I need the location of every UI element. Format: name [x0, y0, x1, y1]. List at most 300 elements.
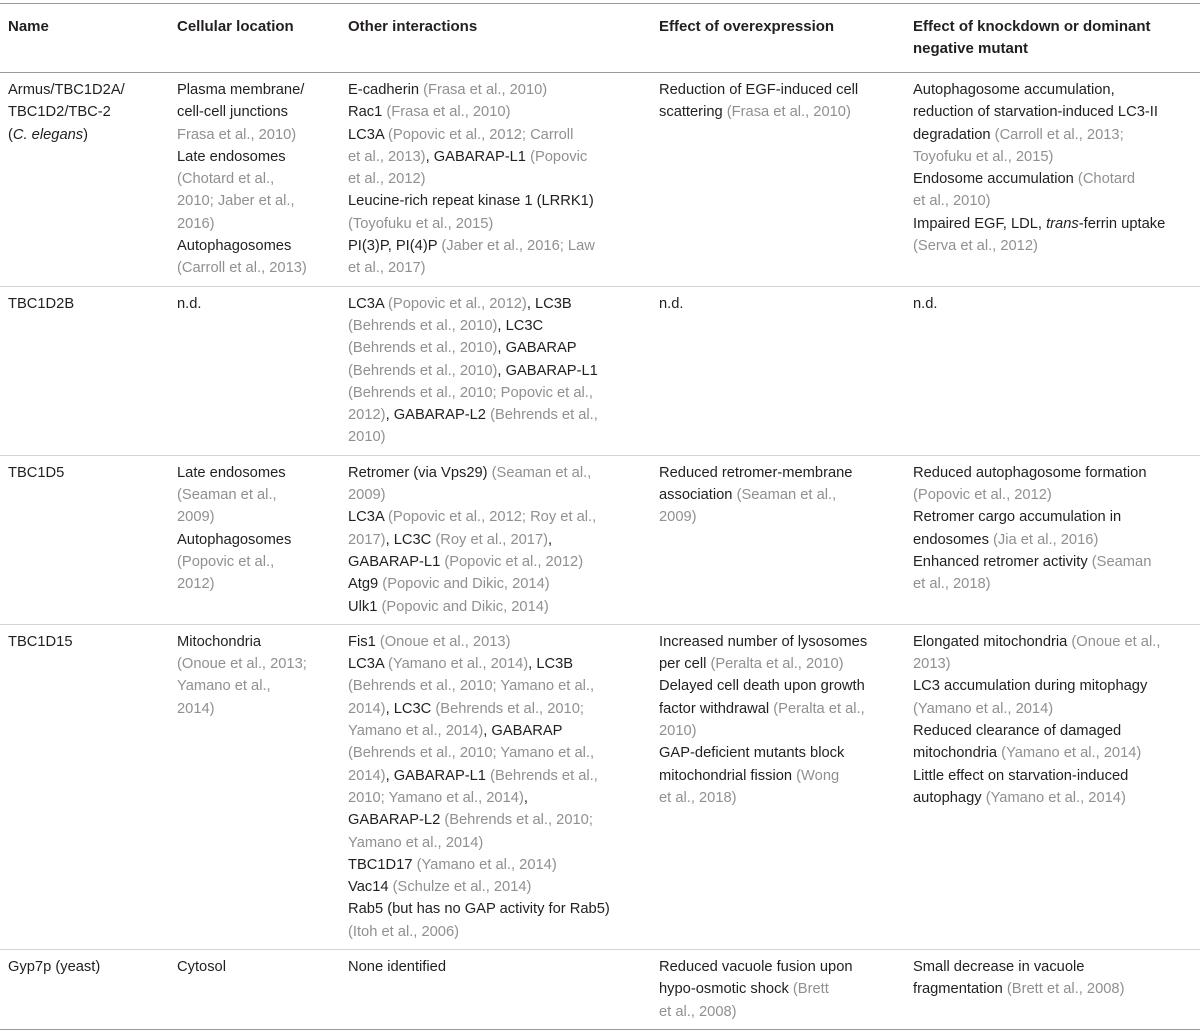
cell-text: Delayed cell death upon growth	[659, 678, 865, 695]
citation-text: et al., 2018)	[659, 789, 737, 806]
cell-text: n.d.	[177, 295, 202, 312]
cell-line	[659, 787, 897, 809]
cell-line	[177, 146, 332, 168]
citation-text: (Brett et al., 2008)	[1006, 981, 1125, 998]
cell-line	[177, 653, 332, 675]
citation-text: (Frasa et al., 2010)	[726, 104, 851, 121]
cell-line	[177, 257, 332, 279]
cell-text: Little effect on starvation-induced	[913, 767, 1129, 784]
citation-text: 2017)	[348, 531, 386, 548]
cell-line	[348, 921, 643, 943]
cell-text: degradation	[913, 126, 995, 143]
cell-line	[348, 404, 643, 426]
citation-text: (Peralta et al.,	[773, 700, 865, 717]
cell-line	[913, 551, 1192, 573]
cell-text: ,	[548, 531, 553, 548]
cell-line	[659, 462, 897, 484]
citation-text: 2016)	[177, 215, 215, 232]
citation-text: (Seaman et al.,	[736, 487, 837, 504]
cell-line	[913, 675, 1192, 697]
cell-text: factor withdrawal	[659, 700, 774, 717]
cell-line	[913, 213, 1192, 235]
cell-line	[177, 698, 332, 720]
knockdown-cell	[905, 455, 1200, 624]
citation-text: (Popovic et al., 2012)	[388, 295, 527, 312]
cell-text: fragmentation	[913, 981, 1007, 998]
cell-text: Reduction of EGF-induced cell	[659, 82, 859, 98]
cell-line	[177, 235, 332, 257]
citation-text: (Onoue et al., 2013;	[177, 656, 307, 673]
cell-text: Plasma membrane/	[177, 82, 305, 98]
other-interactions-cell	[340, 455, 651, 624]
cell-line	[8, 79, 161, 101]
cell-line	[177, 529, 332, 551]
cell-text: n.d.	[659, 295, 684, 312]
cell-text: mitochondria	[913, 745, 1002, 762]
cell-text: LC3A	[348, 295, 389, 312]
other-interactions-cell	[340, 624, 651, 949]
citation-text: et al., 2008)	[659, 1003, 737, 1020]
cell-text: )	[83, 126, 89, 143]
cell-line	[348, 337, 643, 359]
tbc-proteins-table	[0, 3, 1200, 1030]
cell-line	[913, 573, 1192, 595]
cell-line	[177, 573, 332, 595]
cell-line	[348, 653, 643, 675]
cell-text: GAP-deficient mutants block	[659, 745, 845, 762]
cell-text: , GABARAP-L2	[385, 407, 491, 424]
cell-text: mitochondrial fission	[659, 767, 797, 784]
citation-text: Toyofuku et al., 2015)	[913, 148, 1054, 165]
cell-line	[913, 146, 1192, 168]
cell-text: Impaired EGF, LDL,	[913, 215, 1047, 232]
citation-text: (Yamano et al., 2014)	[416, 856, 557, 873]
cellular-location-cell	[169, 455, 340, 624]
cell-text: TBC1D2B	[8, 295, 75, 312]
other-interactions-cell	[340, 949, 651, 1029]
cell-text: , GABARAP	[497, 340, 577, 357]
citation-text: (Popovic et al., 2012; Roy et al.,	[388, 509, 597, 526]
cell-text: , GABARAP-L1	[385, 767, 491, 784]
cell-line	[348, 832, 643, 854]
cell-text: Vac14	[348, 879, 393, 896]
name-cell	[0, 624, 169, 949]
name-cell	[0, 73, 169, 287]
table-header	[0, 4, 1200, 73]
cell-line	[348, 382, 643, 404]
cell-text: Late endosomes	[177, 148, 286, 165]
citation-text: (Popovic and Dikic, 2014)	[381, 598, 549, 615]
citation-text: 2009)	[348, 487, 386, 504]
citation-text: (Popovic et al., 2012)	[913, 487, 1052, 504]
cell-text: Late endosomes	[177, 464, 286, 481]
cell-text: Fis1	[348, 633, 380, 650]
cell-text: Atg9	[348, 576, 383, 593]
citation-text: et al., 2017)	[348, 260, 426, 277]
header-effect-of-knockdown: Effect of knockdown or dominant negative mutant	[905, 4, 1200, 73]
cell-line	[348, 426, 643, 448]
cell-text: LC3A	[348, 509, 389, 526]
cell-line	[659, 698, 897, 720]
cell-text: scattering	[659, 104, 727, 121]
citation-text: (Seaman	[1091, 553, 1152, 570]
knockdown-cell	[905, 624, 1200, 949]
cell-line	[177, 675, 332, 697]
cell-text: GABARAP-L2	[348, 812, 445, 829]
citation-text: (Yamano et al., 2014)	[913, 700, 1054, 717]
citation-text: (Toyofuku et al., 2015)	[348, 215, 494, 232]
citation-text: (Behrends et al., 2010)	[348, 362, 498, 379]
cell-text: E-cadherin	[348, 82, 424, 98]
cell-line	[913, 720, 1192, 742]
cell-line	[348, 698, 643, 720]
cell-text: Rab5 (but has no GAP activity for Rab5)	[348, 901, 610, 918]
cell-line	[348, 787, 643, 809]
cell-text: , LC3C	[385, 531, 436, 548]
cell-text: LC3A	[348, 126, 389, 143]
citation-text: 2014)	[348, 700, 386, 717]
citation-text: et al., 2013)	[348, 148, 426, 165]
other-interactions-cell	[340, 286, 651, 455]
table-row	[0, 624, 1200, 949]
cell-text: Rac1	[348, 104, 387, 121]
cell-line	[913, 978, 1192, 1000]
cell-text: Retromer (via Vps29)	[348, 464, 492, 481]
header-effect-of-overexpression: Effect of overexpression	[651, 4, 905, 73]
cell-text: reduction of starvation-induced LC3-II	[913, 104, 1158, 121]
citation-text: 2010; Yamano et al., 2014)	[348, 789, 524, 806]
citation-text: (Frasa et al., 2010)	[423, 82, 548, 98]
citation-text: (Chotard	[1077, 171, 1136, 188]
cell-line	[913, 956, 1192, 978]
citation-text: 2014)	[348, 767, 386, 784]
cell-line	[177, 101, 332, 123]
cell-line	[348, 190, 643, 212]
table-row	[0, 455, 1200, 624]
citation-text: 2012)	[177, 576, 215, 593]
citation-text: (Wong	[796, 767, 840, 784]
cell-line	[659, 506, 897, 528]
citation-text: (Frasa et al., 2010)	[386, 104, 511, 121]
knockdown-cell	[905, 949, 1200, 1029]
cell-text: Autophagosomes	[177, 238, 292, 255]
citation-text: 2012)	[348, 407, 386, 424]
cell-text: , GABARAP-L1	[425, 148, 531, 165]
cell-line	[913, 190, 1192, 212]
cell-line	[348, 631, 643, 653]
citation-text: (Behrends et al., 2010; Yamano et al.,	[348, 745, 595, 762]
citation-text: 2009)	[177, 509, 215, 526]
header-row	[0, 4, 1200, 73]
overexpression-cell	[651, 949, 905, 1029]
citation-text: (Behrends et al., 2010;	[444, 812, 593, 829]
cell-line	[348, 462, 643, 484]
cell-line	[348, 257, 643, 279]
cell-text: Armus/TBC1D2A/	[8, 82, 125, 98]
citation-text: (Jia et al., 2016)	[993, 531, 1099, 548]
cell-text: Endosome accumulation	[913, 171, 1078, 188]
cell-text: Mitochondria	[177, 633, 262, 650]
cell-line	[177, 956, 332, 978]
citation-text: 2010)	[348, 429, 386, 446]
cell-line	[913, 529, 1192, 551]
citation-text: Frasa et al., 2010)	[177, 126, 297, 143]
cell-text: trans	[1046, 215, 1079, 232]
name-cell	[0, 455, 169, 624]
cell-line	[348, 876, 643, 898]
cell-line	[913, 765, 1192, 787]
cell-text: Autophagosome accumulation,	[913, 82, 1115, 98]
cellular-location-cell	[169, 73, 340, 287]
cell-text: , LC3C	[497, 317, 544, 334]
cell-line	[348, 293, 643, 315]
citation-text: (Behrends et al., 2010; Popovic et al.,	[348, 384, 593, 401]
citation-text: (Behrends et al., 2010; Yamano et al.,	[348, 678, 595, 695]
cell-line	[659, 675, 897, 697]
citation-text: et al., 2018)	[913, 576, 991, 593]
citation-text: (Chotard et al.,	[177, 171, 275, 188]
citation-text: Yamano et al.,	[177, 678, 271, 695]
cell-text: ,	[523, 789, 528, 806]
cell-text: autophagy	[913, 789, 986, 806]
cell-text: Reduced clearance of damaged	[913, 723, 1122, 740]
cell-text: -ferrin uptake	[1078, 215, 1166, 232]
cell-text: TBC1D5	[8, 464, 65, 481]
citation-text: (Seaman et al.,	[177, 487, 277, 504]
cell-text: , LC3C	[385, 700, 436, 717]
table-row	[0, 949, 1200, 1029]
citation-text: (Popovic et al.,	[177, 553, 275, 570]
cell-line	[348, 101, 643, 123]
citation-text: (Yamano et al., 2014)	[985, 789, 1126, 806]
cell-line	[913, 653, 1192, 675]
citation-text: 2014)	[177, 700, 215, 717]
cell-line	[8, 293, 161, 315]
cell-line	[348, 596, 643, 618]
cell-line	[348, 213, 643, 235]
cell-line	[659, 631, 897, 653]
cell-line	[348, 235, 643, 257]
cell-line	[348, 854, 643, 876]
citation-text: (Brett	[792, 981, 829, 998]
cell-line	[348, 484, 643, 506]
citation-text: (Peralta et al., 2010)	[710, 656, 844, 673]
cell-line	[348, 765, 643, 787]
cell-text: (	[8, 126, 13, 143]
cell-line	[659, 79, 897, 101]
header-name: Name	[0, 4, 169, 73]
cell-line	[659, 742, 897, 764]
cell-line	[8, 956, 161, 978]
cell-text: Autophagosomes	[177, 531, 292, 548]
cell-text: endosomes	[913, 531, 994, 548]
cell-line	[348, 315, 643, 337]
cell-line	[348, 79, 643, 101]
citation-text: 2010)	[659, 723, 697, 740]
cell-text: n.d.	[913, 295, 938, 312]
cell-line	[348, 506, 643, 528]
cell-text: PI(3)P, PI(4)P	[348, 238, 442, 255]
cell-line	[348, 529, 643, 551]
cell-text: per cell	[659, 656, 711, 673]
cell-text: Small decrease in vacuole	[913, 958, 1085, 975]
citation-text: (Schulze et al., 2014)	[392, 879, 532, 896]
table-row	[0, 73, 1200, 287]
cell-line	[913, 124, 1192, 146]
cell-line	[348, 720, 643, 742]
cell-text: , LC3B	[528, 656, 574, 673]
cell-text: Gyp7p (yeast)	[8, 958, 101, 975]
citation-text: (Popovic et al., 2012)	[444, 553, 584, 570]
overexpression-cell	[651, 73, 905, 287]
cell-text: Elongated mitochondria	[913, 633, 1072, 650]
cell-line	[177, 124, 332, 146]
cell-line	[348, 168, 643, 190]
cell-line	[348, 956, 643, 978]
cell-line	[659, 978, 897, 1000]
cell-line	[659, 956, 897, 978]
cell-text: Leucine-rich repeat kinase 1 (LRRK1)	[348, 193, 594, 210]
cell-line	[348, 124, 643, 146]
overexpression-cell	[651, 624, 905, 949]
cellular-location-cell	[169, 286, 340, 455]
cell-text: TBC1D2/TBC-2	[8, 104, 111, 121]
cell-line	[177, 168, 332, 190]
cell-line	[348, 573, 643, 595]
citation-text: (Popovic	[530, 148, 588, 165]
citation-text: (Carroll et al., 2013)	[177, 260, 307, 277]
citation-text: (Behrends et al., 2010)	[348, 340, 498, 357]
other-interactions-cell	[340, 73, 651, 287]
cell-line	[913, 506, 1192, 528]
cell-line	[913, 293, 1192, 315]
citation-text: (Itoh et al., 2006)	[348, 923, 460, 940]
cell-line	[913, 462, 1192, 484]
cell-line	[659, 765, 897, 787]
cell-line	[913, 698, 1192, 720]
cell-text: , GABARAP-L1	[497, 362, 598, 379]
citation-text: (Behrends et al., 2010)	[348, 317, 498, 334]
knockdown-cell	[905, 286, 1200, 455]
citation-text: (Serva et al., 2012)	[913, 238, 1038, 255]
cell-line	[913, 101, 1192, 123]
cell-text: Ulk1	[348, 598, 382, 615]
citation-text: (Behrends et al.,	[490, 407, 598, 424]
citation-text: (Onoue et al.,	[1071, 633, 1161, 650]
overexpression-cell	[651, 455, 905, 624]
cell-text: hypo-osmotic shock	[659, 981, 793, 998]
cell-line	[348, 675, 643, 697]
cell-line	[913, 787, 1192, 809]
header-cellular-location: Cellular location	[169, 4, 340, 73]
cell-line	[913, 235, 1192, 257]
cellular-location-cell	[169, 949, 340, 1029]
name-cell	[0, 949, 169, 1029]
cell-text: TBC1D15	[8, 633, 73, 650]
cell-text: , GABARAP	[483, 723, 563, 740]
citation-text: 2010; Jaber et al.,	[177, 193, 295, 210]
cell-line	[8, 462, 161, 484]
cell-line	[348, 809, 643, 831]
table-body	[0, 73, 1200, 1030]
citation-text: 2009)	[659, 509, 697, 526]
citation-text: (Yamano et al., 2014)	[388, 656, 529, 673]
name-cell	[0, 286, 169, 455]
cell-text: LC3 accumulation during mitophagy	[913, 678, 1148, 695]
cell-text: Retromer cargo accumulation in	[913, 509, 1122, 526]
cellular-location-cell	[169, 624, 340, 949]
cell-text: LC3A	[348, 656, 389, 673]
citation-text: Yamano et al., 2014)	[348, 723, 484, 740]
header-other-interactions: Other interactions	[340, 4, 651, 73]
citation-text: (Popovic and Dikic, 2014)	[382, 576, 550, 593]
citation-text: 2013)	[913, 656, 951, 673]
cell-line	[659, 484, 897, 506]
cell-line	[177, 293, 332, 315]
cell-line	[177, 462, 332, 484]
cell-line	[913, 631, 1192, 653]
cell-text: TBC1D17	[348, 856, 417, 873]
cell-line	[177, 484, 332, 506]
cell-line	[348, 742, 643, 764]
citation-text: Yamano et al., 2014)	[348, 834, 484, 851]
citation-text: (Seaman et al.,	[491, 464, 592, 481]
citation-text: (Roy et al., 2017)	[435, 531, 549, 548]
cell-text: Reduced retromer-membrane	[659, 464, 853, 481]
citation-text: (Popovic et al., 2012; Carroll	[388, 126, 574, 143]
cell-text: Enhanced retromer activity	[913, 553, 1092, 570]
citation-text: et al., 2012)	[348, 171, 426, 188]
citation-text: (Onoue et al., 2013)	[379, 633, 511, 650]
citation-text: (Carroll et al., 2013;	[994, 126, 1124, 143]
overexpression-cell	[651, 286, 905, 455]
citation-text: (Behrends et al.,	[490, 767, 598, 784]
cell-line	[348, 898, 643, 920]
cell-line	[8, 631, 161, 653]
cell-line	[348, 146, 643, 168]
cell-line	[913, 79, 1192, 101]
cell-line	[659, 720, 897, 742]
cell-line	[177, 551, 332, 573]
citation-text: et al., 2010)	[913, 193, 991, 210]
cell-text: Cytosol	[177, 958, 226, 975]
cell-text: Reduced vacuole fusion upon	[659, 958, 853, 975]
citation-text: (Yamano et al., 2014)	[1001, 745, 1142, 762]
cell-line	[913, 168, 1192, 190]
cell-line	[177, 213, 332, 235]
cell-line	[177, 190, 332, 212]
knockdown-cell	[905, 73, 1200, 287]
cell-line	[659, 101, 897, 123]
cell-line	[8, 101, 161, 123]
table-row	[0, 286, 1200, 455]
cell-line	[659, 653, 897, 675]
cell-line	[177, 631, 332, 653]
cell-text: , LC3B	[526, 295, 572, 312]
cell-line	[348, 551, 643, 573]
cell-line	[913, 742, 1192, 764]
cell-line	[177, 506, 332, 528]
cell-line	[8, 124, 161, 146]
citation-text: (Jaber et al., 2016; Law	[441, 238, 595, 255]
cell-line	[659, 293, 897, 315]
cell-text: C. elegans	[12, 126, 84, 143]
cell-text: Reduced autophagosome formation	[913, 464, 1147, 481]
citation-text: (Behrends et al., 2010;	[435, 700, 584, 717]
cell-text: None identified	[348, 958, 446, 975]
cell-text: cell-cell junctions	[177, 104, 289, 121]
cell-line	[348, 360, 643, 382]
